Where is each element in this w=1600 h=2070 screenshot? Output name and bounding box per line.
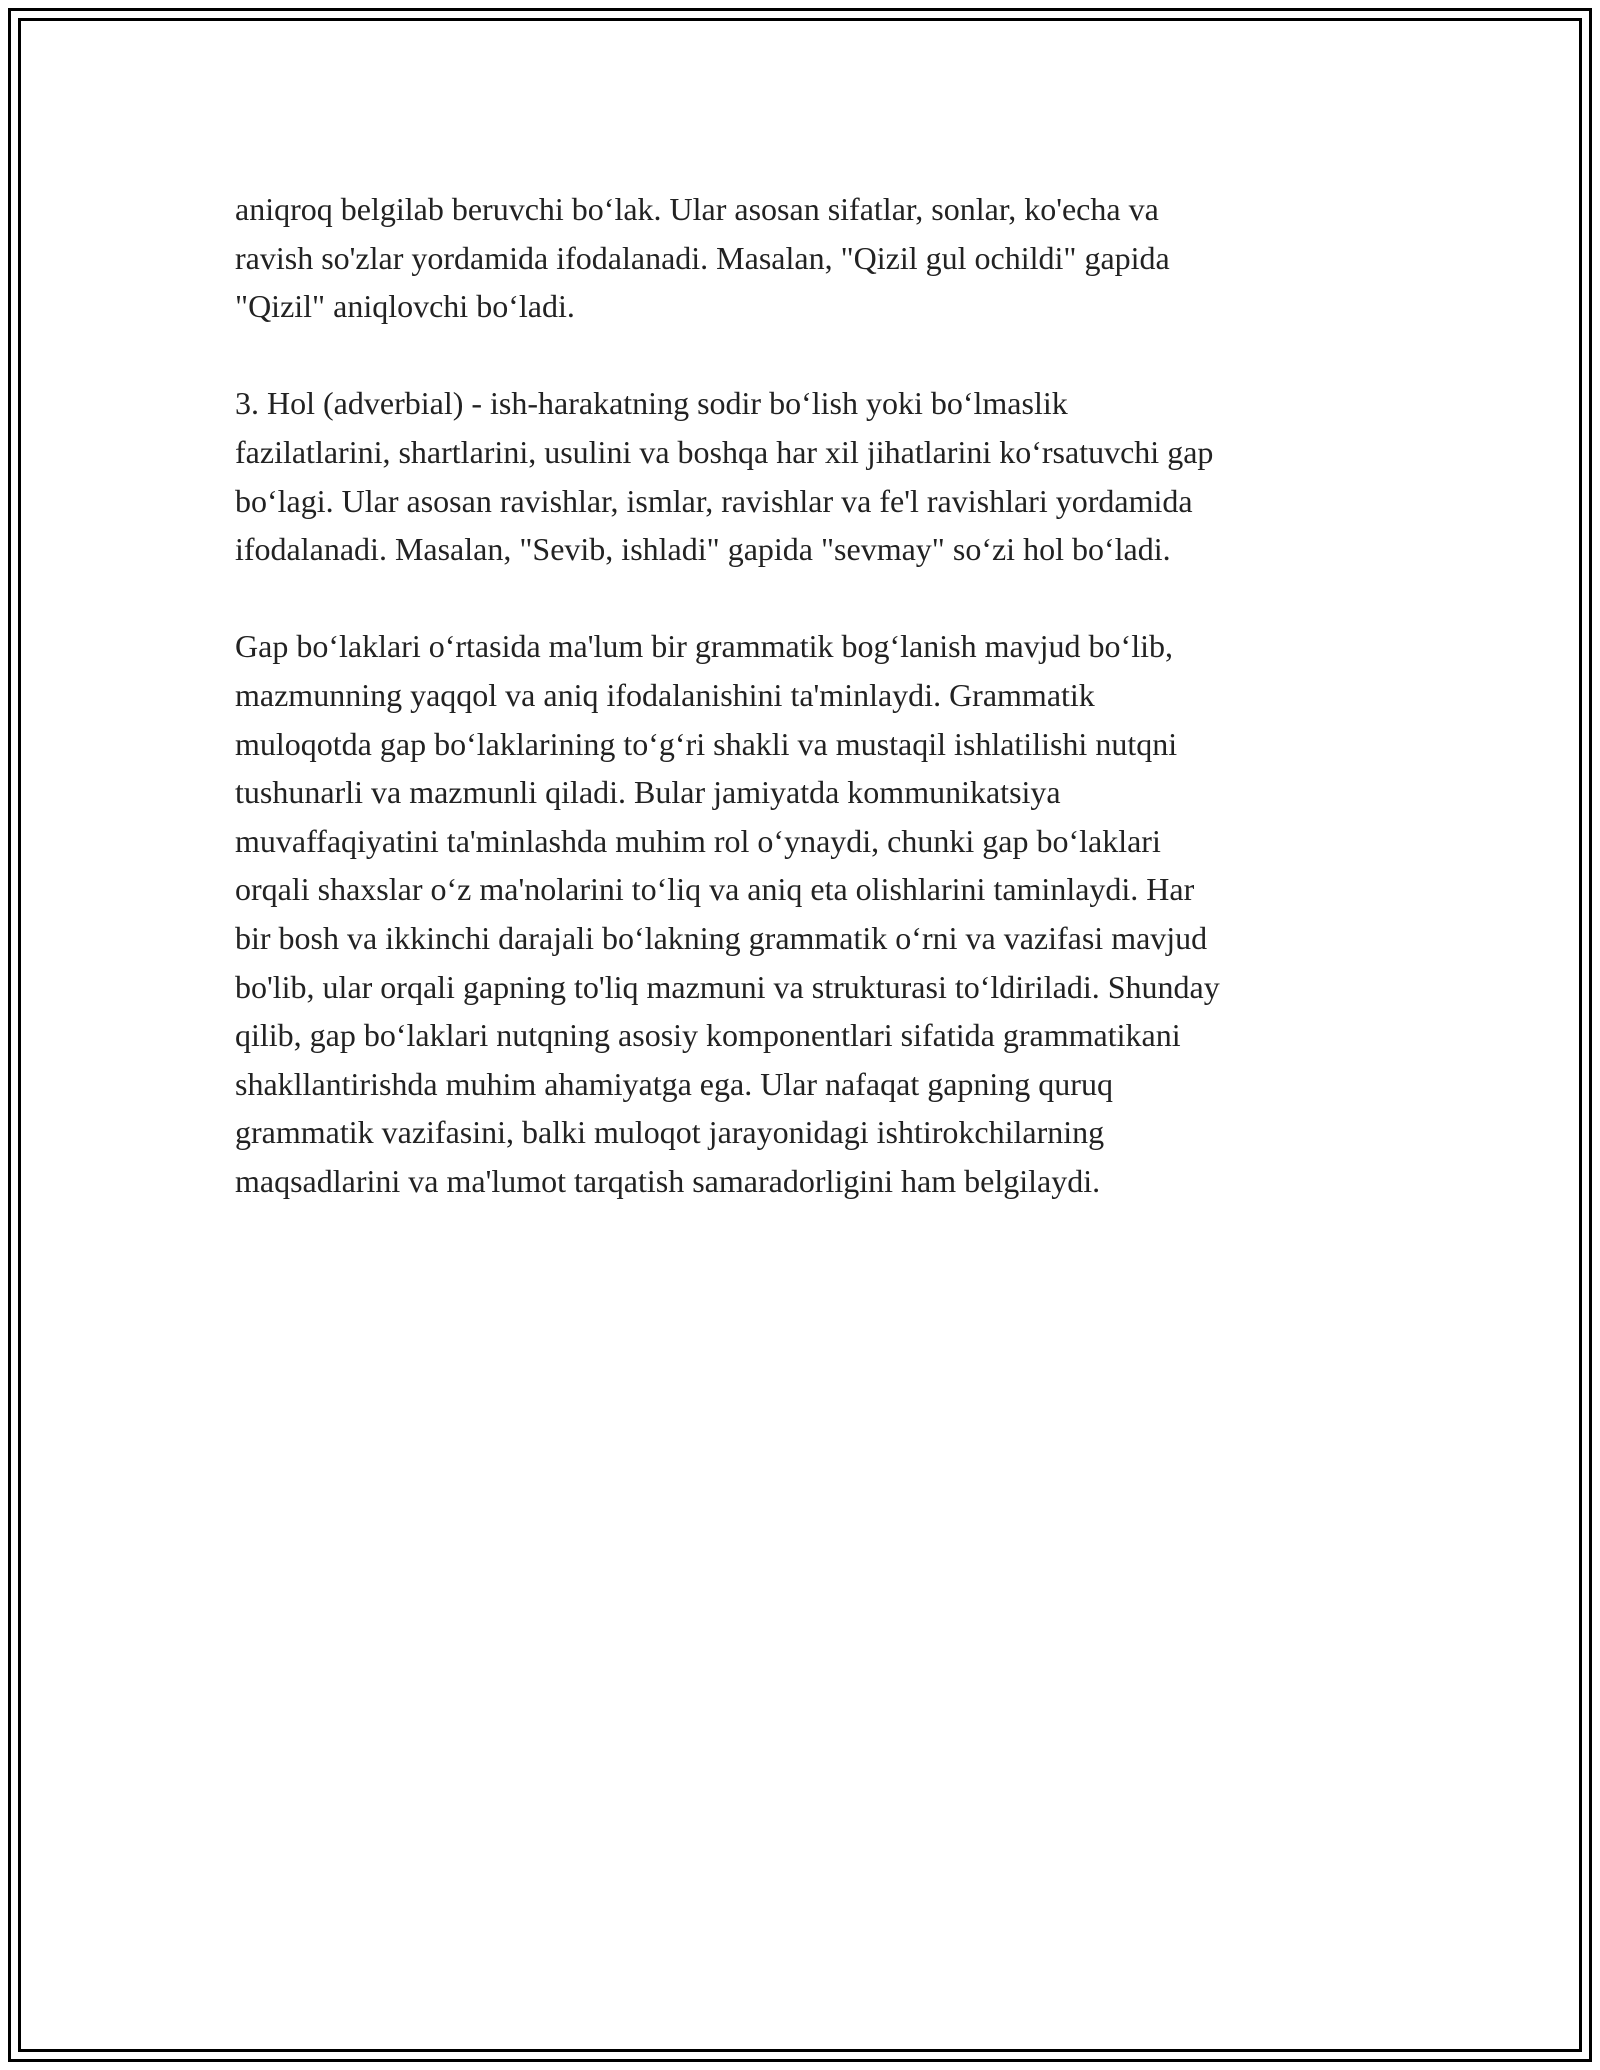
text-line: "Qizil" aniqlovchi bo‘ladi. [235, 288, 575, 325]
text-line: muvaffaqiyatini ta'minlashda muhim rol o‘ynaydi, chunki gap bo‘laklari [235, 822, 1161, 859]
text-line: mazmunning yaqqol va aniq ifodalanishini ta'minlaydi. Grammatik [235, 676, 1095, 713]
text-line: ravish so'zlar yordamida ifodalanadi. Masalan, "Qizil gul ochildi" gapida [235, 239, 1170, 276]
text-line: grammatik vazifasini, balki muloqot jarayonidagi ishtirokchilarning [235, 1114, 1105, 1151]
paragraph-adverbial [235, 379, 1375, 573]
paragraph-attributive [235, 185, 1375, 331]
text-line: fazilatlarini, shartlarini, usulini va boshqa har xil jihatlarini ko‘rsatuvchi gap [235, 433, 1214, 470]
text-line: Gap bo‘laklari o‘rtasida ma'lum bir grammatik bog‘lanish mavjud bo‘lib, [235, 628, 1173, 665]
text-line: ifodalanadi. Masalan, "Sevib, ishladi" gapida "sevmay" so‘zi hol bo‘ladi. [235, 531, 1171, 568]
text-line: bo'lib, ular orqali gapning to'liq mazmuni va strukturasi to‘ldiriladi. Shunday [235, 968, 1220, 1005]
text-line: aniqroq belgilab beruvchi bo‘lak. Ular asosan sifatlar, sonlar, ko'echa va [235, 191, 1159, 227]
text-line: shakllantirishda muhim ahamiyatga ega. Ular nafaqat gapning quruq [235, 1065, 1113, 1102]
paragraph-conclusion [235, 622, 1375, 1205]
text-line: muloqotda gap bo‘laklarining to‘g‘ri shakli va mustaqil ishlatilishi nutqni [235, 725, 1178, 762]
text-line: 3. Hol (adverbial) - ish-harakatning sodir bo‘lish yoki bo‘lmaslik [235, 385, 1068, 422]
text-line: bo‘lagi. Ular asosan ravishlar, ismlar, ravishlar va fe'l ravishlari yordamida [235, 482, 1193, 519]
text-line: qilib, gap bo‘laklari nutqning asosiy komponentlari sifatida grammatikani [235, 1017, 1181, 1054]
text-line: maqsadlarini va ma'lumot tarqatish samaradorligini ham belgilaydi. [235, 1162, 1101, 1199]
text-line: tushunarli va mazmunli qiladi. Bular jamiyatda kommunikatsiya [235, 774, 1061, 811]
document-body [235, 185, 1375, 1254]
text-line: bir bosh va ikkinchi darajali bo‘lakning grammatik o‘rni va vazifasi mavjud [235, 919, 1208, 956]
text-line: orqali shaxslar o‘z ma'nolarini to‘liq va aniq eta olishlarini taminlaydi. Har [235, 871, 1195, 908]
